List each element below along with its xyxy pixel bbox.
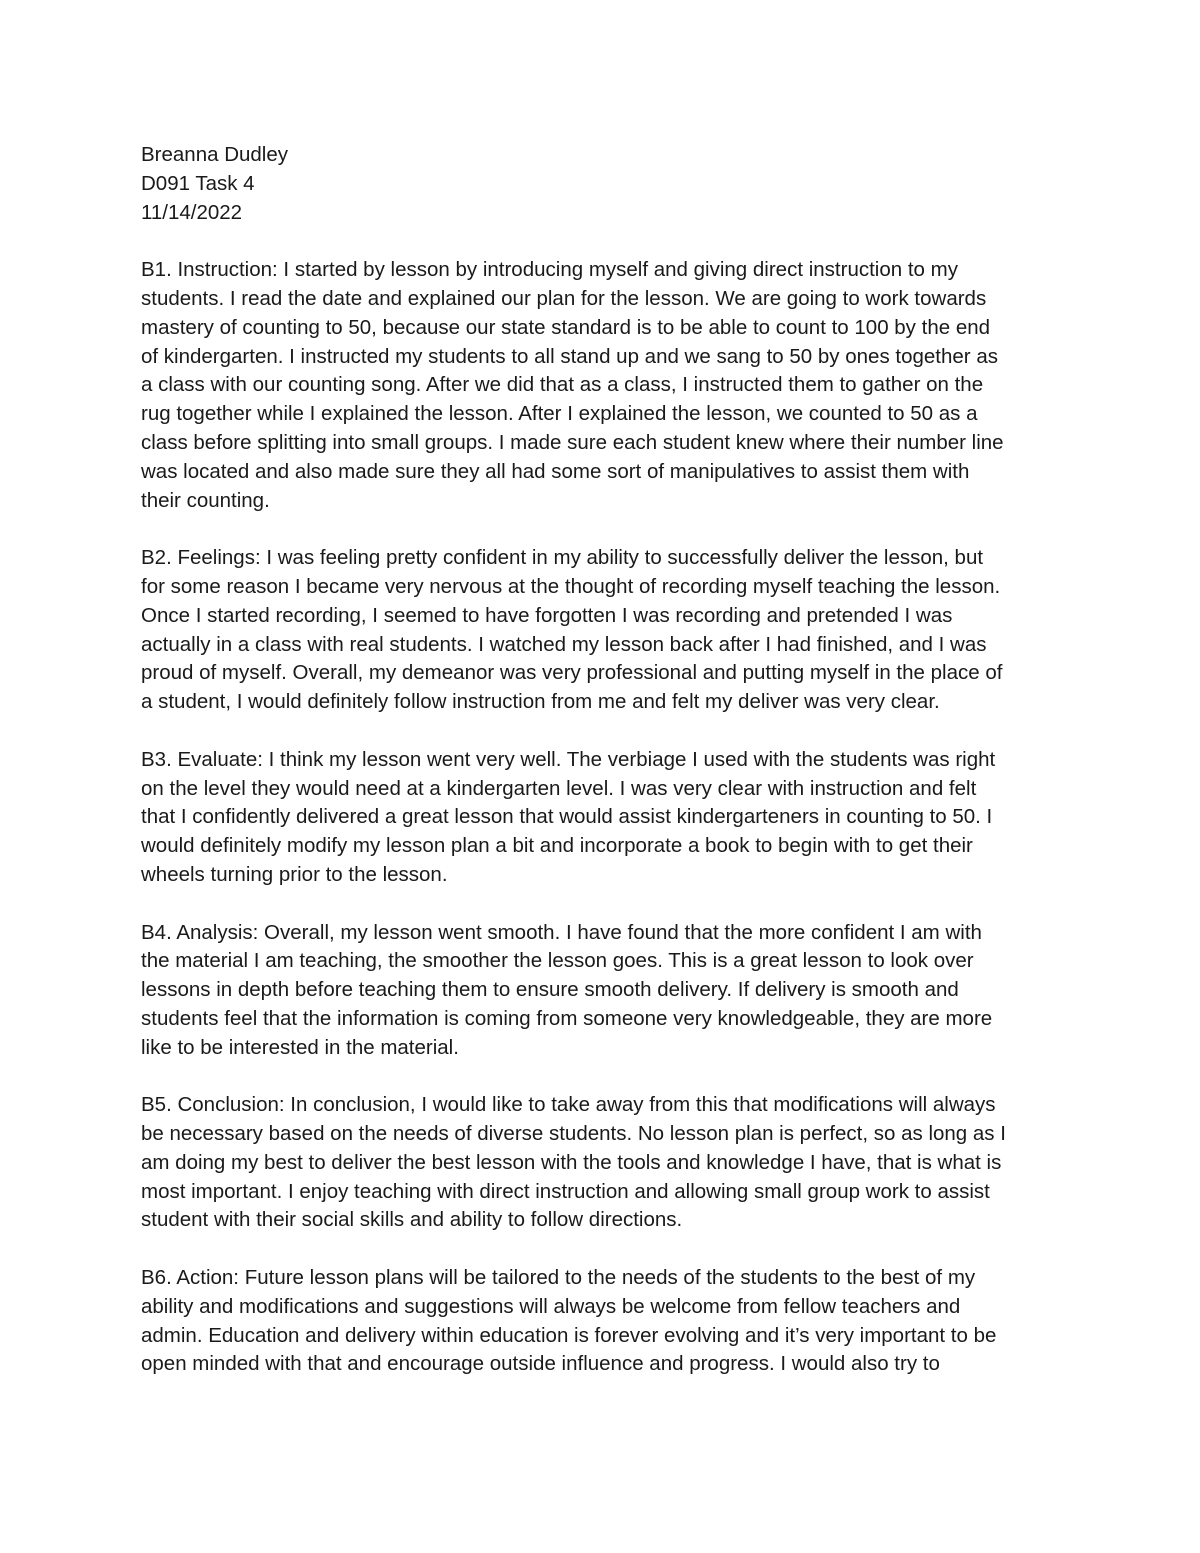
paragraph-b4-analysis xyxy=(141,919,1066,1063)
text-line: am doing my best to deliver the best lesson with the tools and knowledge I have, that is what is xyxy=(141,1150,1002,1174)
text-line: would definitely modify my lesson plan a bit and incorporate a book to begin with to get their xyxy=(141,834,973,858)
text-line: lessons in depth before teaching them to ensure smooth delivery. If delivery is smooth and xyxy=(141,978,959,1002)
paragraph-b6-action xyxy=(141,1264,1066,1379)
text-line: for some reason I became very nervous at the thought of recording myself teaching the lesson. xyxy=(141,574,1001,598)
document-date: 11/14/2022 xyxy=(141,200,243,224)
text-line: mastery of counting to 50, because our state standard is to be able to count to 100 by the end xyxy=(141,315,991,339)
text-line: B2. Feelings: I was feeling pretty confident in my ability to successfully deliver the lesson, but xyxy=(141,546,984,570)
text-line: B1. Instruction: I started by lesson by introducing myself and giving direct instruction to my xyxy=(141,258,958,282)
text-line: B6. Action: Future lesson plans will be tailored to the needs of the students to the best of my xyxy=(141,1266,976,1290)
course-task: D091 Task 4 xyxy=(141,171,255,195)
paragraph-b2-feelings xyxy=(141,544,1066,717)
text-line: actually in a class with real students. I watched my lesson back after I had finished, and I was xyxy=(141,632,987,656)
text-line: like to be interested in the material. xyxy=(141,1035,459,1059)
document-header xyxy=(141,141,1066,227)
text-line: wheels turning prior to the lesson. xyxy=(141,862,448,886)
text-line: be necessary based on the needs of diverse students. No lesson plan is perfect, so as long as I xyxy=(141,1122,1006,1146)
author-name: Breanna Dudley xyxy=(141,143,289,166)
text-line: admin. Education and delivery within education is forever evolving and it’s very important to be xyxy=(141,1323,997,1347)
text-line: students feel that the information is coming from someone very knowledgeable, they are more xyxy=(141,1006,993,1030)
text-line: B5. Conclusion: In conclusion, I would like to take away from this that modifications will always xyxy=(141,1093,996,1117)
text-line: most important. I enjoy teaching with direct instruction and allowing small group work to assist xyxy=(141,1179,990,1203)
text-line: a student, I would definitely follow instruction from me and felt my deliver was very clear. xyxy=(141,690,940,714)
document-body xyxy=(141,141,1066,1408)
paragraph-b1-instruction xyxy=(141,256,1066,515)
text-line: students. I read the date and explained our plan for the lesson. We are going to work towards xyxy=(141,286,987,310)
text-line: ability and modifications and suggestions will always be welcome from fellow teachers and xyxy=(141,1294,961,1318)
text-line: the material I am teaching, the smoother the lesson goes. This is a great lesson to look over xyxy=(141,949,974,973)
paragraph-b5-conclusion xyxy=(141,1091,1066,1235)
text-line: open minded with that and encourage outside influence and progress. I would also try to xyxy=(141,1352,940,1376)
text-line: rug together while I explained the lesson. After I explained the lesson, we counted to 50 as a xyxy=(141,402,978,426)
text-line: a class with our counting song. After we did that as a class, I instructed them to gather on the xyxy=(141,373,984,397)
text-line: proud of myself. Overall, my demeanor was very professional and putting myself in the place of xyxy=(141,661,1003,685)
text-line: B3. Evaluate: I think my lesson went very well. The verbiage I used with the students was right xyxy=(141,747,996,771)
text-line: student with their social skills and ability to follow directions. xyxy=(141,1208,683,1232)
paragraph-list xyxy=(141,256,1066,1379)
text-line: their counting. xyxy=(141,488,270,512)
text-line: class before splitting into small groups. I made sure each student knew where their number line xyxy=(141,430,1004,454)
text-line: B4. Analysis: Overall, my lesson went smooth. I have found that the more confident I am with xyxy=(141,920,982,944)
text-line: that I confidently delivered a great lesson that would assist kindergarteners in counting to 50. I xyxy=(141,805,993,829)
text-line: on the level they would need at a kindergarten level. I was very clear with instruction and felt xyxy=(141,776,977,800)
text-line: Once I started recording, I seemed to have forgotten I was recording and pretended I was xyxy=(141,603,953,627)
paragraph-b3-evaluate xyxy=(141,746,1066,890)
text-line: was located and also made sure they all had some sort of manipulatives to assist them with xyxy=(141,459,970,483)
text-line: of kindergarten. I instructed my students to all stand up and we sang to 50 by ones together as xyxy=(141,344,998,368)
